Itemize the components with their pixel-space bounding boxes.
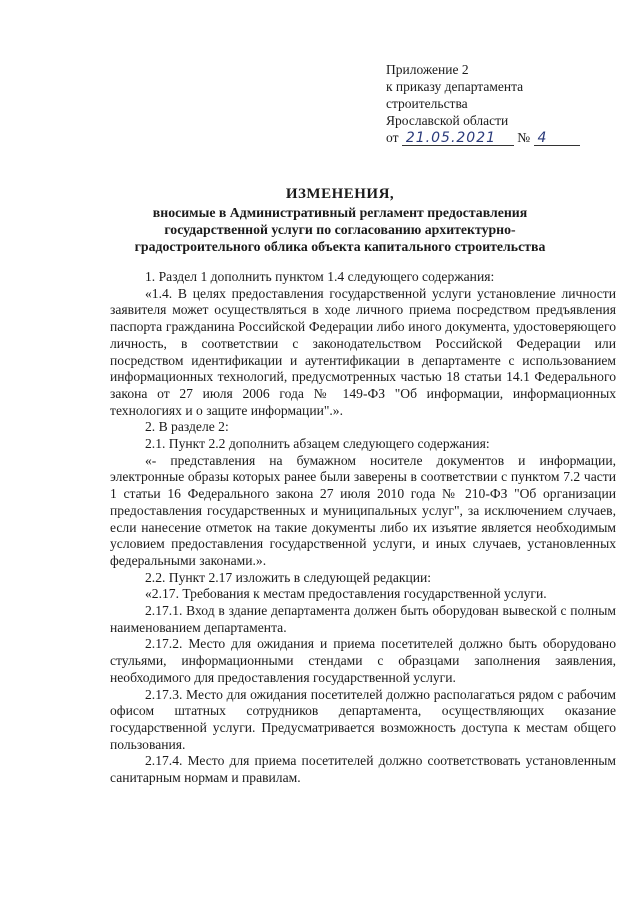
handwritten-date: 21.05.2021	[402, 131, 514, 146]
paragraph-2-17-3: 2.17.3. Место для ожидания посетителей должно располагаться рядом с рабочим офисом штатных сотрудников департамента, осуществляющих оказание государственной услуги. Предусматривается возможность доступа к местам общего пользования.	[110, 686, 616, 752]
number-prefix: №	[517, 130, 531, 145]
paragraph-2: 2. В разделе 2:	[145, 419, 229, 435]
annex-line-3: строительства	[386, 96, 468, 111]
date-prefix: от	[386, 130, 399, 145]
paragraph-2-17-2: 2.17.2. Место для ожидания и приема посетителей должно быть оборудовано стульями, информационными стендами с образцами заполнения заявления, необходимого для предоставления государственной услуги.	[110, 636, 616, 685]
paragraph-2-1: 2.1. Пункт 2.2 дополнить абзацем следующего содержания:	[145, 436, 490, 452]
paragraph-2-17: «2.17. Требования к местам предоставления государственной услуги.	[145, 586, 547, 602]
paragraph-2-1-text: «- представления на бумажном носителе документов и информации, электронные образы которых ранее были заверены в соответствии с пунктом 7.2 части 1 статьи 16 Федерального закона 27 июля 2010 года № 210-ФЗ "Об организации предоставления государственных и муниципальных услуг", за исключением случаев, если нанесение отметок на такие документы либо их изъятие является необходимым условием предоставления государственной услуги, и иных случаев, установленных федеральными законами.».	[110, 452, 616, 568]
paragraph-2-17-4: 2.17.4. Место для приема посетителей должно соответствовать установленным санитарным нормам и правилам.	[110, 753, 616, 786]
document-title	[70, 184, 610, 255]
paragraph-1: 1. Раздел 1 дополнить пунктом 1.4 следующего содержания:	[145, 269, 495, 284]
title-line-2: государственной услуги по согласованию архитектурно-	[164, 222, 516, 237]
annex-line-4: Ярославской области	[386, 113, 509, 128]
annex-date-line	[386, 129, 580, 146]
title-line-3: градостроительного облика объекта капитального строительства	[134, 239, 546, 254]
document-body	[110, 269, 616, 787]
title-heading: ИЗМЕНЕНИЯ,	[285, 186, 395, 202]
annex-line-1: Приложение 2	[386, 62, 469, 77]
paragraph-1-4: «1.4. В целях предоставления государственной услуги установление личности заявителя может осуществляться в ходе личного приема посредством предъявления паспорта гражданина Российской Федерации либо иного документа, удостоверяющего личность, в соответствии с законодательством Российской Федерации или посредством идентификации и аутентификации в департаменте с использованием информационных технологий, предусмотренных частью 18 статьи 14.1 Федерального закона от 27 июля 2006 года № 149-ФЗ "Об информации, информационных технологиях и о защите информации".».	[110, 285, 616, 418]
handwritten-number: 4	[534, 131, 580, 146]
annex-line-2: к приказу департамента	[386, 79, 524, 94]
annex-block	[386, 61, 580, 146]
paragraph-2-2: 2.2. Пункт 2.17 изложить в следующей редакции:	[145, 569, 432, 585]
title-line-1: вносимые в Административный регламент предоставления	[152, 205, 528, 220]
paragraph-2-17-1: 2.17.1. Вход в здание департамента должен быть оборудован вывеской с полным наименованием департамента.	[110, 603, 616, 635]
